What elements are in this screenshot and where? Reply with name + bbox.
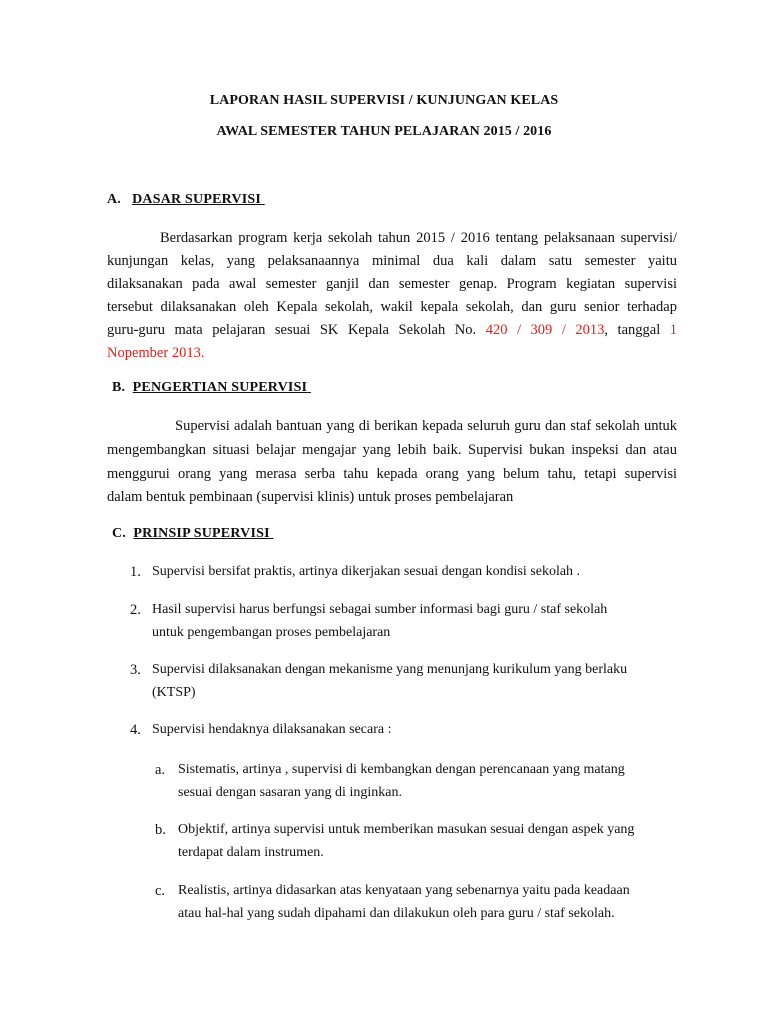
subitem-a-line-2: sesuai dengan sasaran yang di inginkan. xyxy=(178,785,402,800)
item-3-line-1: Supervisi dilaksanakan dengan mekanisme yang menunjang kurikulum yang berlaku xyxy=(152,662,628,677)
subitem-c-letter: c. xyxy=(155,883,166,899)
subitem-a-letter: a. xyxy=(155,762,166,778)
section-b-line-1: Supervisi adalah bantuan yang di berikan kepada seluruh guru dan staf sekolah untuk xyxy=(175,418,677,434)
section-a-line-2: kunjungan kelas, yang pelaksanaannya minimal dua kali dalam satu semester yaitu xyxy=(107,253,677,269)
item-2-line-2: untuk pengembangan proses pembelajaran xyxy=(152,625,391,640)
section-c-letter: C. xyxy=(112,526,127,541)
sk-number: 420 / 309 / 2013 xyxy=(485,322,605,338)
section-c-heading xyxy=(112,526,273,542)
section-b-heading xyxy=(112,380,311,396)
section-a-line-5 xyxy=(107,320,677,341)
document-title-line-1: LAPORAN HASIL SUPERVISI / KUNJUNGAN KELAS xyxy=(209,93,559,108)
sk-reference-text: guru-guru mata pelajaran sesuai SK Kepala Sekolah No. xyxy=(107,322,477,338)
document-title-line-2: AWAL SEMESTER TAHUN PELAJARAN 2015 / 2016 xyxy=(216,124,552,139)
subitem-b-letter: b. xyxy=(155,822,166,838)
subitem-c-line-1: Realistis, artinya didasarkan atas kenyataan yang sebenarnya yaitu pada keadaan xyxy=(178,883,630,898)
item-3-line-2: (KTSP) xyxy=(152,685,196,700)
item-2-line-1: Hasil supervisi harus berfungsi sebagai sumber informasi bagi guru / staf sekolah xyxy=(152,602,608,617)
section-a-date-month: Nopember 2013. xyxy=(107,345,205,361)
section-a-title: DASAR SUPERVISI xyxy=(132,192,262,207)
item-1-number: 1. xyxy=(130,564,141,580)
section-a-letter: A. xyxy=(107,192,122,207)
item-4-line-1: Supervisi hendaknya dilaksanakan secara : xyxy=(152,722,392,737)
section-a-line-1: Berdasarkan program kerja sekolah tahun 2015 / 2016 tentang pelaksanaan supervisi/ xyxy=(160,230,677,246)
section-b-line-4: dalam bentuk pembinaan (supervisi klinis) untuk proses pembelajaran xyxy=(107,489,514,505)
subitem-b-line-2: terdapat dalam instrumen. xyxy=(178,845,324,860)
item-1-line-1: Supervisi bersifat praktis, artinya dikerjakan sesuai dengan kondisi sekolah . xyxy=(152,564,581,579)
section-b-line-2: mengembangkan situasi belajar mengajar yang lebih baik. Supervisi bukan inspeksi dan atau xyxy=(107,442,677,458)
date-day: 1 xyxy=(669,322,678,338)
item-3-number: 3. xyxy=(130,662,141,678)
subitem-a-line-1: Sistematis, artinya , supervisi di kembangkan dengan perencanaan yang matang xyxy=(178,762,625,777)
item-2-number: 2. xyxy=(130,602,141,618)
subitem-b-line-1: Objektif, artinya supervisi untuk memberikan masukan sesuai dengan aspek yang xyxy=(178,822,635,837)
section-a-line-3: dilaksanakan pada awal semester ganjil dan semester genap. Program kegiatan supervisi xyxy=(107,276,677,292)
section-b-line-3: menggurui orang yang merasa serba tahu kepada orang yang belum tahu, tetapi supervisi xyxy=(107,466,677,482)
date-label: , tanggal xyxy=(604,322,661,338)
section-b-title: PENGERTIAN SUPERVISI xyxy=(132,380,308,395)
section-a-heading xyxy=(107,192,265,208)
section-a-line-4: tersebut dilaksanakan oleh Kepala sekolah, wakil kepala sekolah, dan guru senior terhadap xyxy=(107,299,677,315)
section-c-title: PRINSIP SUPERVISI xyxy=(133,526,270,541)
subitem-c-line-2: atau hal-hal yang sudah dipahami dan dilakukun oleh para guru / staf sekolah. xyxy=(178,906,615,921)
section-b-letter: B. xyxy=(112,380,126,395)
item-4-number: 4. xyxy=(130,722,141,738)
